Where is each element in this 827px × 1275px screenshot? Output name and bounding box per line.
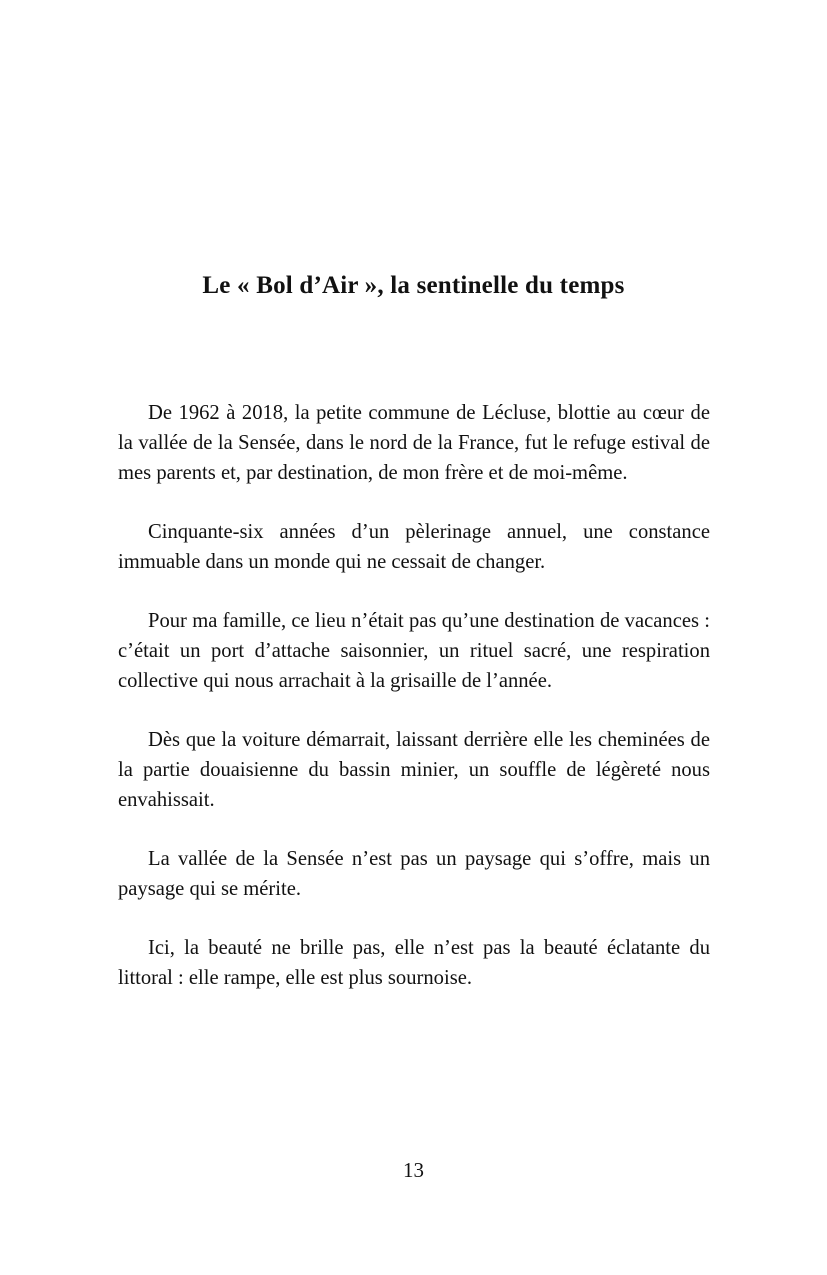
- paragraph: Pour ma famille, ce lieu n’était pas qu’une destination de vacances : c’était un port d’attache saisonnier, un rituel sacré, une respiration collective qui nous arrachait à la grisaille de l’année.: [118, 610, 710, 692]
- chapter-title: Le « Bol d’Air », la sentinelle du temps: [202, 272, 625, 299]
- paragraph: La vallée de la Sensée n’est pas un paysage qui s’offre, mais un paysage qui se mérite.: [118, 848, 710, 900]
- paragraph: De 1962 à 2018, la petite commune de Lécluse, blottie au cœur de la vallée de la Sensée, dans le nord de la France, fut le refuge estival de mes parents et, par destination, de mon frère et de moi-même.: [118, 402, 710, 484]
- paragraph: Dès que la voiture démarrait, laissant derrière elle les cheminées de la partie douaisienne du bassin minier, un souffle de légèreté nous envahissait.: [118, 729, 710, 811]
- body-text: [118, 398, 710, 1022]
- page-number: 13: [403, 1158, 424, 1182]
- paragraph: Cinquante-six années d’un pèlerinage annuel, une constance immuable dans un monde qui ne cessait de changer.: [118, 521, 710, 573]
- paragraph: Ici, la beauté ne brille pas, elle n’est pas la beauté éclatante du littoral : elle rampe, elle est plus sournoise.: [118, 937, 710, 989]
